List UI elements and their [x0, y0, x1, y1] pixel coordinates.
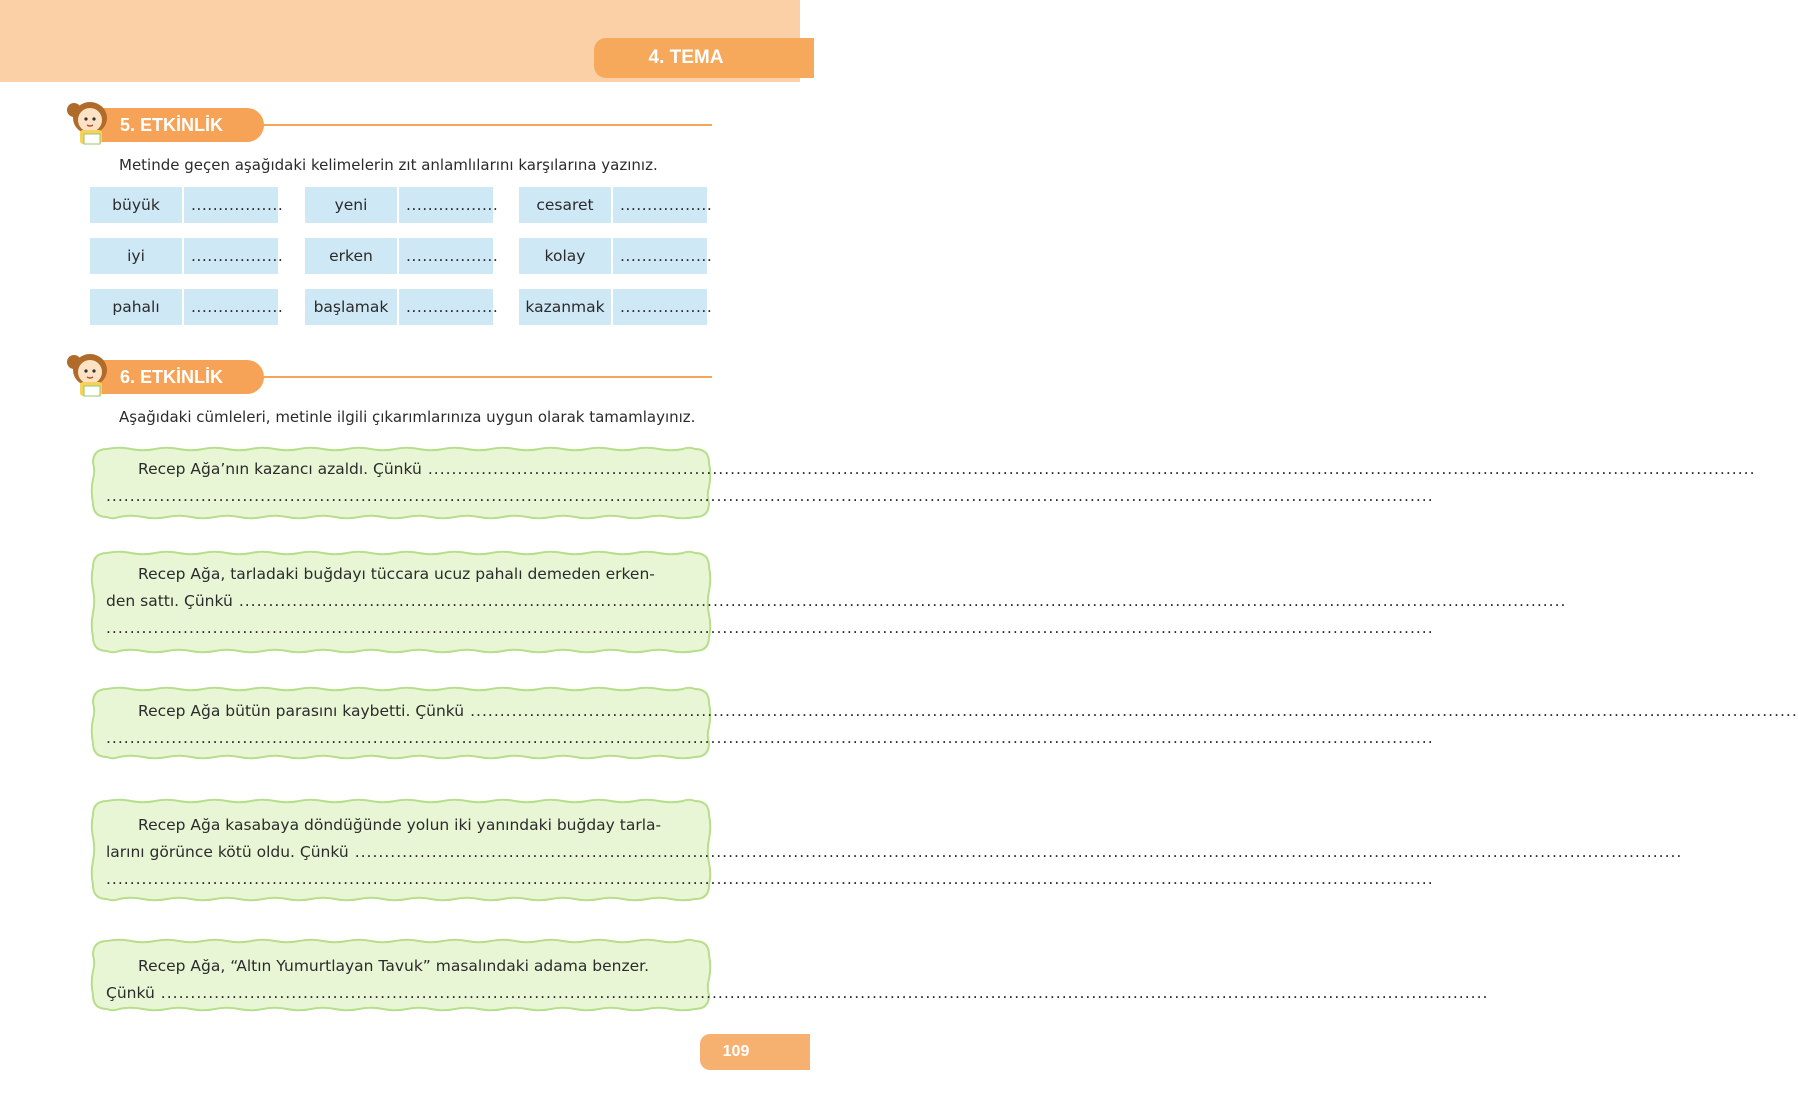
- answer-blank[interactable]: .................: [184, 187, 278, 223]
- sentence-prompt: Recep Ağa’nın kazancı azaldı. Çünkü: [138, 460, 422, 478]
- answer-blank[interactable]: .................: [613, 238, 707, 274]
- sentence-prompt: Recep Ağa kasabaya döndüğünde yolun iki yanındaki buğday tarla-: [138, 816, 662, 834]
- sentence-prompt: Recep Ağa, “Altın Yumurtlayan Tavuk” masalındaki adama benzer.: [138, 957, 650, 975]
- answer-blank[interactable]: ................................................................................................................................................................................................................................: [354, 843, 1683, 861]
- answer-blank[interactable]: ................................................................................................................................................................................................................................: [427, 460, 1756, 478]
- sentence-box-5: [90, 938, 1489, 1012]
- girl-reading-icon: [60, 348, 120, 402]
- sentence-continuation: den sattı. Çünkü: [106, 592, 233, 610]
- activity5-title: 5. ETKİNLİK: [120, 115, 224, 135]
- answer-blank[interactable]: ................................................................................................................................................................................................................................: [106, 870, 1434, 888]
- answer-blank[interactable]: ................................................................................................................................................................................................................................: [106, 619, 1434, 637]
- answer-blank[interactable]: .................: [184, 289, 278, 325]
- word-cell: iyi: [90, 238, 182, 274]
- answer-blank[interactable]: ................................................................................................................................................................................................................................: [160, 984, 1489, 1002]
- theme-label: 4. TEMA: [648, 47, 724, 68]
- activity6-instruction: Aşağıdaki cümleleri, metinle ilgili çıkarımlarınıza uygun olarak tamamlayınız.: [119, 408, 696, 426]
- sentence-continuation: Çünkü: [106, 984, 155, 1002]
- answer-blank[interactable]: .................: [399, 187, 493, 223]
- activity6-title: 6. ETKİNLİK: [120, 367, 224, 387]
- word-cell: yeni: [305, 187, 397, 223]
- sentence-box-2: [90, 550, 1567, 654]
- answer-blank[interactable]: ................................................................................................................................................................................................................................: [106, 487, 1434, 505]
- answer-blank[interactable]: .................: [613, 187, 707, 223]
- word-cell: cesaret: [519, 187, 611, 223]
- word-cell: pahalı: [90, 289, 182, 325]
- answer-blank[interactable]: ................................................................................................................................................................................................................................: [238, 592, 1567, 610]
- activity5-instruction: Metinde geçen aşağıdaki kelimelerin zıt anlamlılarını karşılarına yazınız.: [119, 156, 658, 174]
- word-cell: başlamak: [305, 289, 397, 325]
- sentence-box-1: [90, 446, 1756, 520]
- girl-reading-icon: [60, 96, 120, 150]
- sentence-continuation: larını görünce kötü oldu. Çünkü: [106, 843, 349, 861]
- sentence-prompt: Recep Ağa, tarladaki buğdayı tüccara ucuz pahalı demeden erken-: [138, 565, 655, 583]
- answer-blank[interactable]: ................................................................................................................................................................................................................................: [470, 702, 1798, 720]
- answer-blank[interactable]: .................: [613, 289, 707, 325]
- page-number: 109: [722, 1043, 750, 1060]
- word-cell: erken: [305, 238, 397, 274]
- word-cell: büyük: [90, 187, 182, 223]
- sentence-prompt: Recep Ağa bütün parasını kaybetti. Çünkü: [138, 702, 465, 720]
- sentence-box-4: [90, 798, 1683, 902]
- answer-blank[interactable]: .................: [399, 238, 493, 274]
- word-cell: kolay: [519, 238, 611, 274]
- answer-blank[interactable]: .................: [399, 289, 493, 325]
- answer-blank[interactable]: .................: [184, 238, 278, 274]
- word-cell: kazanmak: [519, 289, 611, 325]
- answer-blank[interactable]: ................................................................................................................................................................................................................................: [106, 729, 1434, 747]
- sentence-box-3: [90, 686, 1798, 760]
